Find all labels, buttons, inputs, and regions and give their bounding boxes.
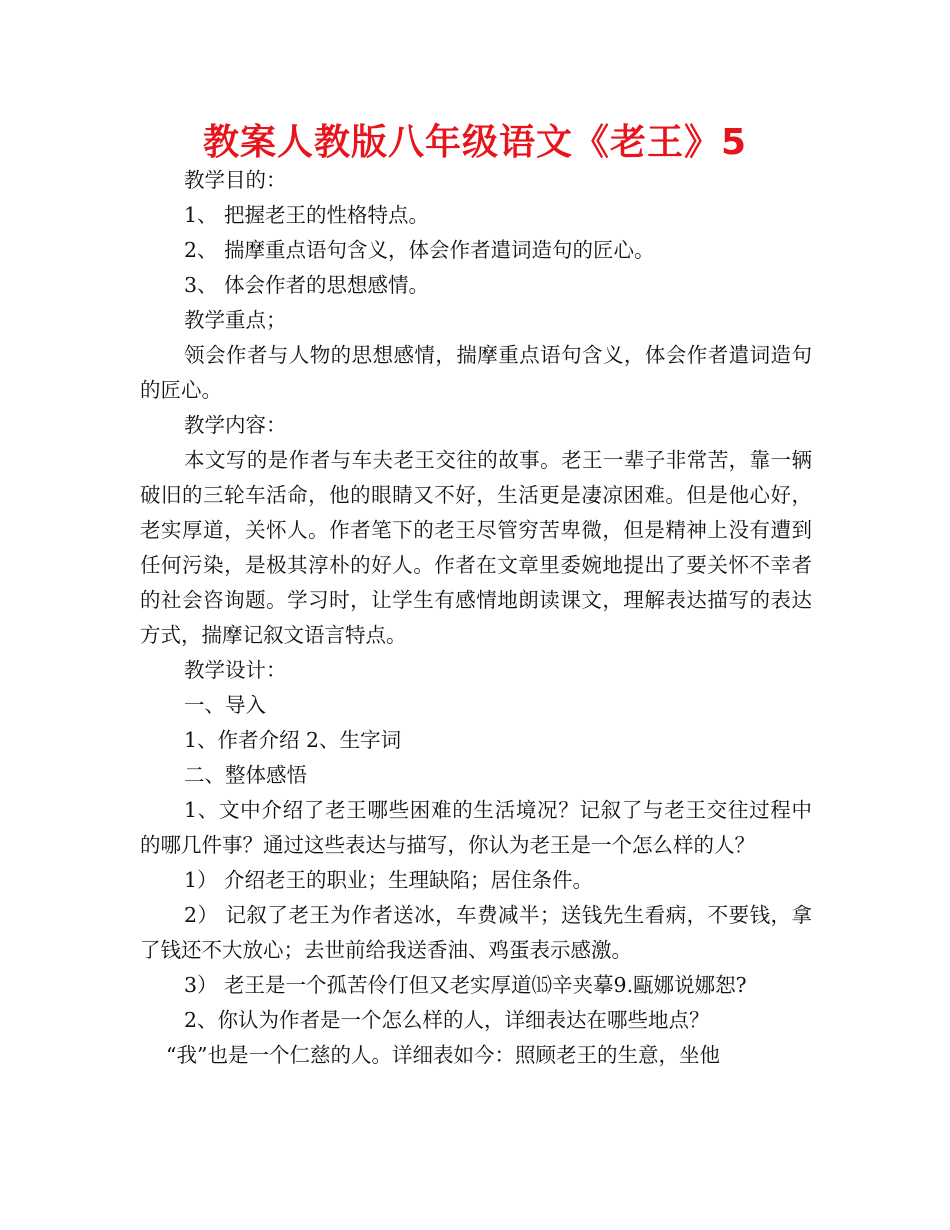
question-2: 2、你认为作者是一个怎么样的人，详细表达在哪些地点？ (184, 1008, 710, 1032)
answer-1-3: 3） 老王是一个孤苦伶仃但又老实厚道⒂辛夹摹9.甌娜说娜恕? (184, 973, 747, 997)
focus-paragraph: 领会作者与人物的思想感情，揣摩重点语句含义，体会作者遣词造句的匠心。 (140, 343, 812, 402)
heading-teaching-goals: 教学目的： (184, 168, 287, 192)
section-overall-perception: 二、整体感悟 (184, 763, 307, 787)
answer-1-1: 1） 介绍老王的职业；生理缺陷；居住条件。 (184, 868, 594, 892)
answer-1-2: 2） 记叙了老王为作者送冰，车费减半；送钱先生看病，不要钱，拿了钱还不大放心；去世前给我送香油、鸡蛋表示感激。 (140, 903, 812, 962)
content-paragraph: 本文写的是作者与车夫老王交往的故事。老王一辈子非常苦，靠一辆破旧的三轮车活命，他的眼睛又不好，生活更是凄凉困难。但是他心好，老实厚道，关怀人。作者笔下的老王尽管穷苦卑微，但是精神上没有遭到任何污染，是极其淳朴的好人。作者在文章里委婉地提出了要关怀不幸者的社会咨询题。学习时，让学生有感情地朗读课文，理解表达描写的表达方式，揣摩记叙文语言特点。 (140, 448, 812, 647)
section-introduction: 一、导入 (184, 693, 266, 717)
goal-item-3: 3、 体会作者的思想感情。 (184, 273, 430, 297)
heading-teaching-focus: 教学重点； (184, 308, 287, 332)
goal-item-2: 2、 揣摩重点语句含义，体会作者遣词造句的匠心。 (184, 238, 655, 262)
document-body (140, 163, 812, 1073)
question-1: 1、文中介绍了老王哪些困难的生活境况？记叙了与老王交往过程中的哪几件事？通过这些表达与描写，你认为老王是一个怎么样的人？ (140, 798, 812, 857)
goal-item-1: 1、 把握老王的性格特点。 (184, 203, 430, 227)
heading-teaching-content: 教学内容： (184, 413, 287, 437)
answer-2: “我”也是一个仁慈的人。详细表如今：照顾老王的生意，坐他 (166, 1043, 720, 1067)
intro-items: 1、作者介绍 2、生字词 (184, 728, 402, 752)
document-title: 教案人教版八年级语文《老王》5 (202, 122, 748, 163)
heading-teaching-design: 教学设计： (184, 658, 287, 682)
